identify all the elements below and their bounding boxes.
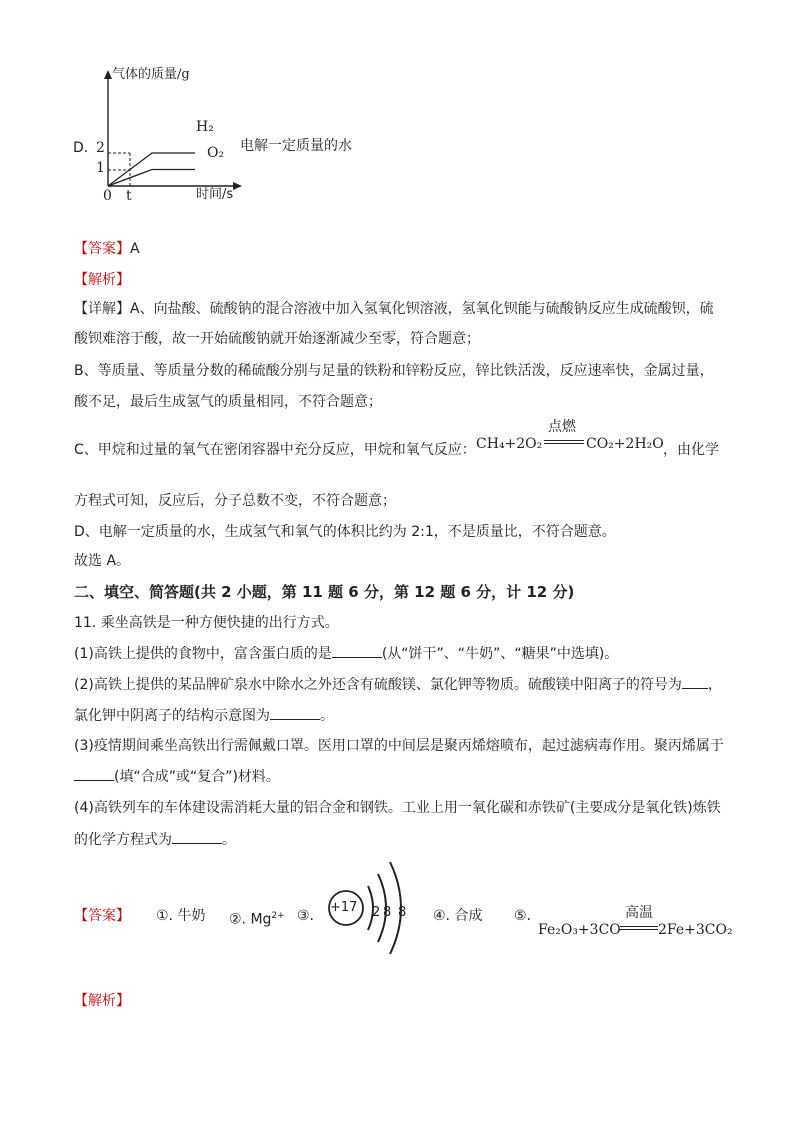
t-tick: t	[126, 188, 132, 204]
option-d-label: D.	[73, 140, 89, 156]
q11-part1-hint: (从“饼干”、“牛奶”、“糖果”中选填)。	[381, 646, 619, 662]
equation-2-left: Fe₂O₃+3CO	[538, 922, 621, 938]
answer-2-item-3: ③.	[297, 908, 315, 924]
answer-2-item-2-text: ②. Mg	[229, 911, 272, 928]
conclusion: 故选 A。	[74, 553, 131, 569]
graph-caption: 电解一定质量的水	[240, 138, 352, 154]
answer-2-item-2-charge: 2+	[271, 911, 285, 921]
equation-c-right: CO₂+2H₂O	[586, 436, 664, 452]
q11-part4-line1: (4)高铁列车的车体建设需消耗大量的铝合金和钢铁。工业上用一氧化碳和赤铁矿(主要成分是氧化铁)炼铁	[74, 800, 721, 816]
q11-part1	[74, 643, 618, 664]
analysis-label: 【解析】	[74, 272, 130, 288]
q11-part2-end: 。	[320, 708, 334, 724]
origin-label: 0	[103, 188, 112, 204]
equation-c-bar-top	[544, 440, 584, 441]
q11-part3-line2	[74, 766, 280, 787]
q11-part2-line2	[74, 705, 334, 726]
detail-c-line1-end: ，由化学	[663, 442, 719, 458]
nucleus-charge: +17	[330, 900, 358, 915]
answer-label: 【答案】	[74, 241, 130, 257]
equation-2-condition: 高温	[625, 905, 653, 921]
equation-2-bar-bottom	[620, 929, 658, 930]
equation-c-condition: 点燃	[548, 419, 576, 435]
blank-1	[332, 643, 382, 658]
x-axis-label: 时间/s	[196, 187, 234, 202]
q11-part2-comma: ，	[707, 677, 722, 693]
answer-2-label: 【答案】	[74, 908, 130, 924]
detail-d-line: D、电解一定质量的水，生成氢气和氧气的体积比约为 2:1，不是质量比，不符合题意。	[74, 524, 616, 540]
blank-4	[74, 766, 114, 781]
y-axis-label: 气体的质量/g	[112, 67, 190, 82]
answer-2-item-2	[229, 906, 285, 930]
q11-stem: 11. 乘坐高铁是一种方便快捷的出行方式。	[74, 615, 339, 631]
section-heading: 二、填空、简答题(共 2 小题，第 11 题 6 分，第 12 题 6 分，计 12 分)	[74, 583, 575, 601]
detail-a-line1: 【详解】A、向盐酸、硫酸钠的混合溶液中加入氢氧化钡溶液，氢氧化钡能与硫酸钠反应生成硫酸钡，硫	[74, 301, 714, 317]
q11-part4-end: 。	[222, 832, 236, 848]
q11-part4-text: 的化学方程式为	[74, 832, 172, 848]
q11-part3-line1: (3)疫情期间乘坐高铁出行需佩戴口罩。医用口罩的中间层是聚丙烯熔喷布，起过滤病毒作用。聚丙烯属于	[74, 738, 724, 754]
equation-2-bar-top	[620, 926, 658, 927]
detail-c-line1: C、甲烷和过量的氧气在密闭容器中充分反应，甲烷和氧气反应：	[74, 442, 476, 458]
detail-a-line2: 酸钡难溶于酸，故一开始硫酸钠就开始逐渐减少至零，符合题意；	[74, 331, 480, 347]
analysis-2-label: 【解析】	[74, 993, 130, 1009]
answer-value: A	[130, 241, 140, 257]
detail-b-line2: 酸不足，最后生成氢气的质量相同，不符合题意；	[74, 394, 382, 410]
y-tick-1: 1	[96, 160, 105, 176]
series-label-o2: O₂	[207, 145, 225, 161]
q11-part2-text: (2)高铁上提供的某品牌矿泉水中除水之外还含有硫酸镁、氯化钾等物质。硫酸镁中阳离子的符号为	[74, 677, 682, 693]
x-axis-arrow	[233, 182, 242, 190]
answer-1	[74, 239, 140, 259]
detail-b-line1: B、等质量、等质量分数的稀硫酸分别与足量的铁粉和锌粉反应，锌比铁活泼，反应速率快，金属过量，	[74, 363, 714, 379]
shell-2-count: 8	[383, 905, 392, 920]
q11-part1-text: (1)高铁上提供的食物中，富含蛋白质的是	[74, 646, 332, 662]
q11-part3-hint: (填“合成”或“复合”)材料。	[114, 769, 280, 785]
blank-3	[270, 705, 320, 720]
q11-part4-line2	[74, 829, 236, 850]
series-line-o2	[108, 170, 195, 187]
equation-2-right: 2Fe+3CO₂	[658, 922, 733, 938]
q11-part2-line1	[74, 674, 722, 695]
series-label-h2: H₂	[196, 119, 214, 135]
answer-2-item-5: ⑤.	[514, 908, 532, 924]
detail-c-line2: 方程式可知，反应后，分子总数不变，不符合题意；	[74, 493, 396, 509]
blank-5	[172, 829, 222, 844]
shell-3-count: 8	[398, 905, 407, 920]
blank-2	[682, 674, 708, 689]
shell-1-count: 2	[372, 905, 381, 920]
answer-2-item-4: ④. 合成	[433, 908, 483, 924]
equation-c-bar-bottom	[544, 443, 584, 444]
answer-2-item-1: ①. 牛奶	[156, 908, 206, 924]
y-tick-2: 2	[96, 140, 105, 156]
equation-c-left: CH₄+2O₂	[476, 436, 543, 452]
q11-part2-text2: 氯化钾中阴离子的结构示意图为	[74, 708, 270, 724]
y-axis-arrow	[104, 70, 112, 79]
